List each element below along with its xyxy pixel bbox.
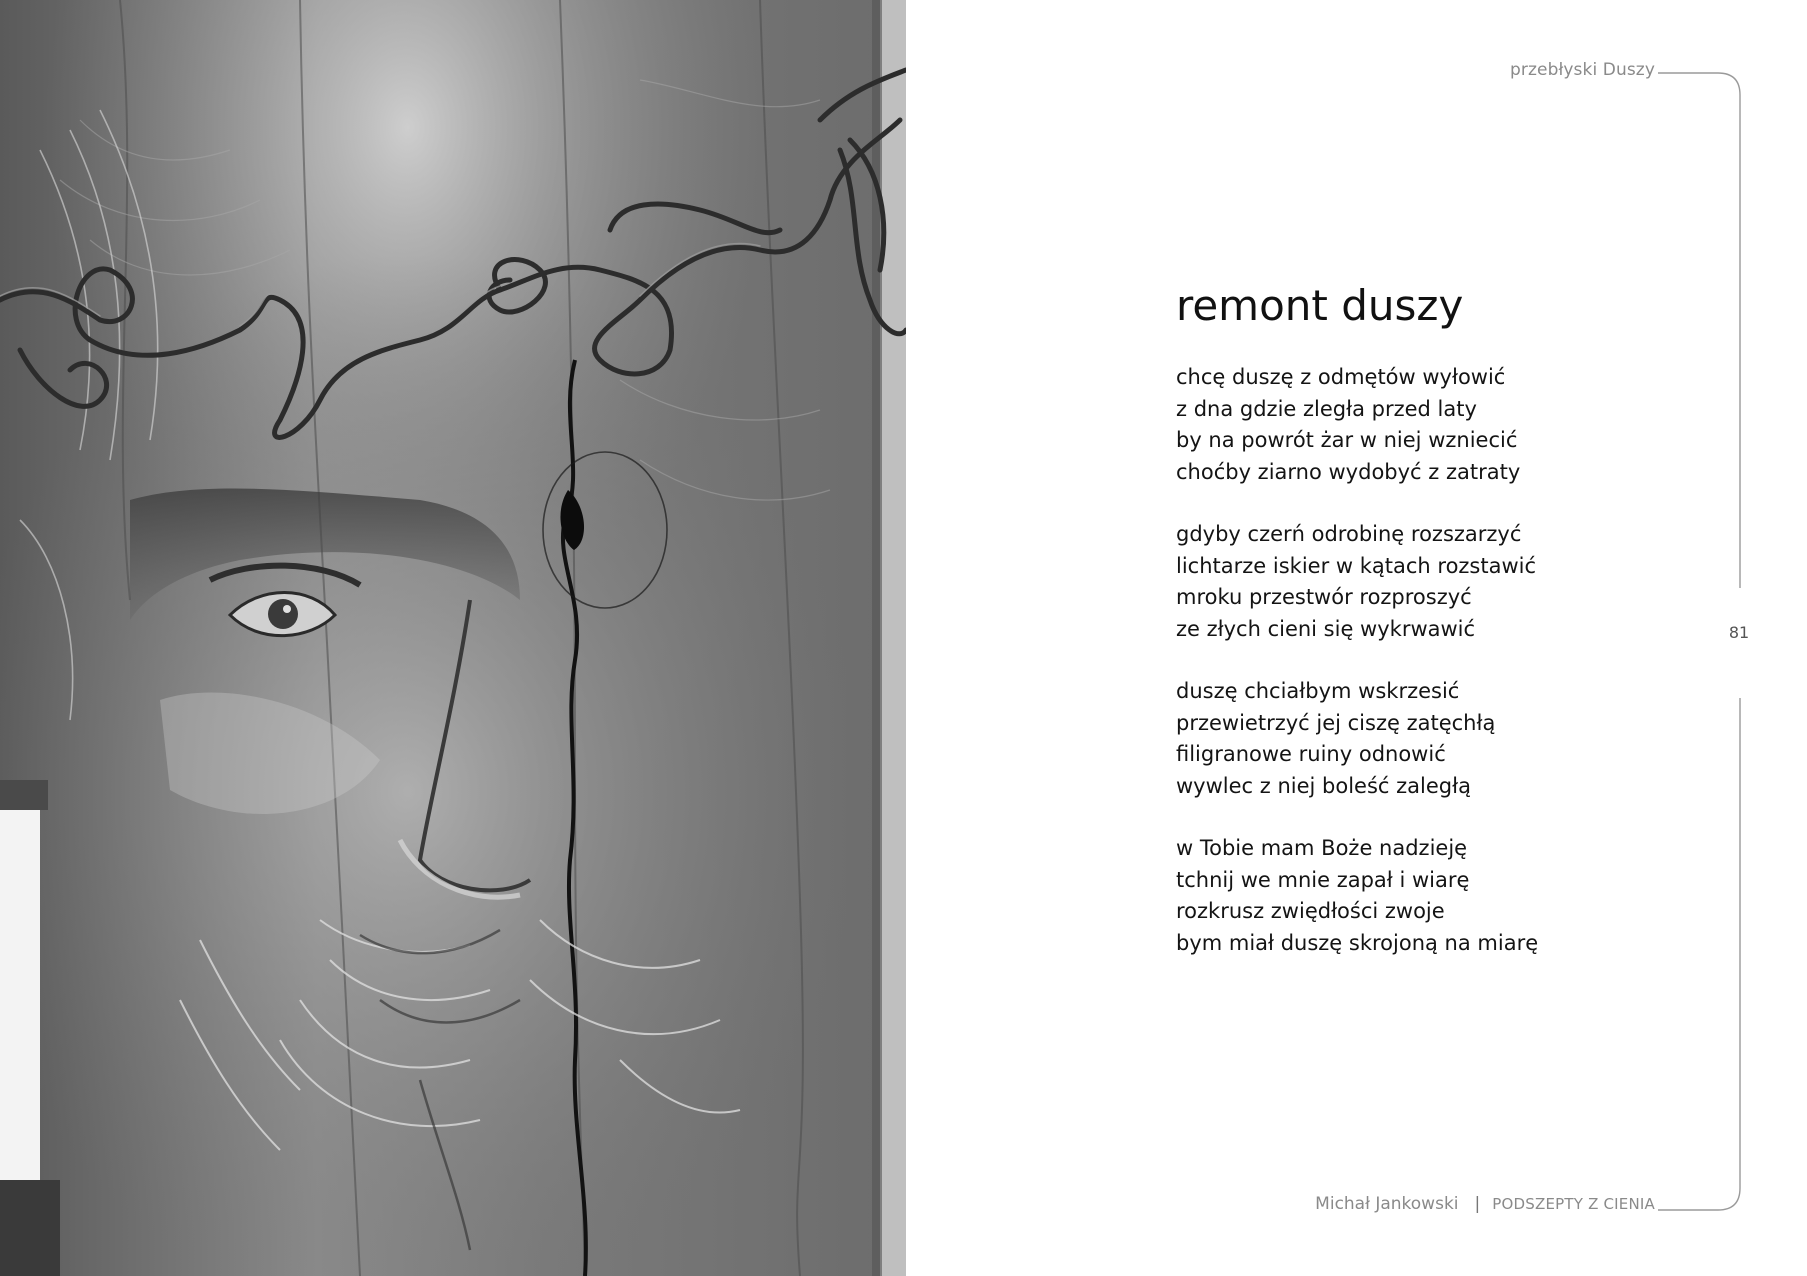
running-head: przebłyski Duszy	[1510, 60, 1655, 80]
poem-line: chcę duszę z odmętów wyłowić	[1176, 365, 1506, 389]
poem-title: remont duszy	[1176, 281, 1464, 330]
poem-line: duszę chciałbym wskrzesić	[1176, 679, 1460, 703]
page-number: 81	[1728, 623, 1750, 642]
poem-line: tchnij we mnie zapał i wiarę	[1176, 867, 1470, 892]
stanza	[1176, 519, 1656, 645]
poem-line: choćby ziarno wydobyć z zatraty	[1176, 459, 1521, 484]
poem-line: lichtarze iskier w kątach rozstawić	[1176, 553, 1537, 578]
page-footer	[1315, 1194, 1655, 1214]
footer-separator: |	[1474, 1194, 1481, 1214]
book-title: PODSZEPTY Z CIENIA	[1492, 1195, 1655, 1213]
author-name: Michał Jankowski	[1315, 1194, 1459, 1214]
poem-line: mroku przestwór rozproszyć	[1176, 585, 1472, 609]
poem-line: wywlec z niej boleść zaległą	[1176, 773, 1471, 798]
stanza	[1176, 833, 1656, 959]
poem-line: przewietrzyć jej ciszę zatęchłą	[1176, 710, 1496, 735]
poem-line: bym miał duszę skrojoną na miarę	[1176, 930, 1539, 955]
poem-line: by na powrót żar w niej wzniecić	[1176, 428, 1518, 452]
stanza	[1176, 362, 1656, 488]
stanza	[1176, 676, 1656, 802]
poem-line: ze złych cieni się wykrwawić	[1176, 616, 1476, 641]
poem-line: gdyby czerń odrobinę rozszarzyć	[1176, 522, 1522, 546]
poem	[1176, 276, 1656, 990]
poem-line: rozkrusz zwiędłości zwoje	[1176, 899, 1445, 923]
poem-line: z dna gdzie zległa przed laty	[1176, 396, 1477, 421]
poem-line: w Tobie mam Boże nadzieję	[1176, 836, 1468, 860]
poem-line: filigranowe ruiny odnowić	[1176, 742, 1446, 766]
